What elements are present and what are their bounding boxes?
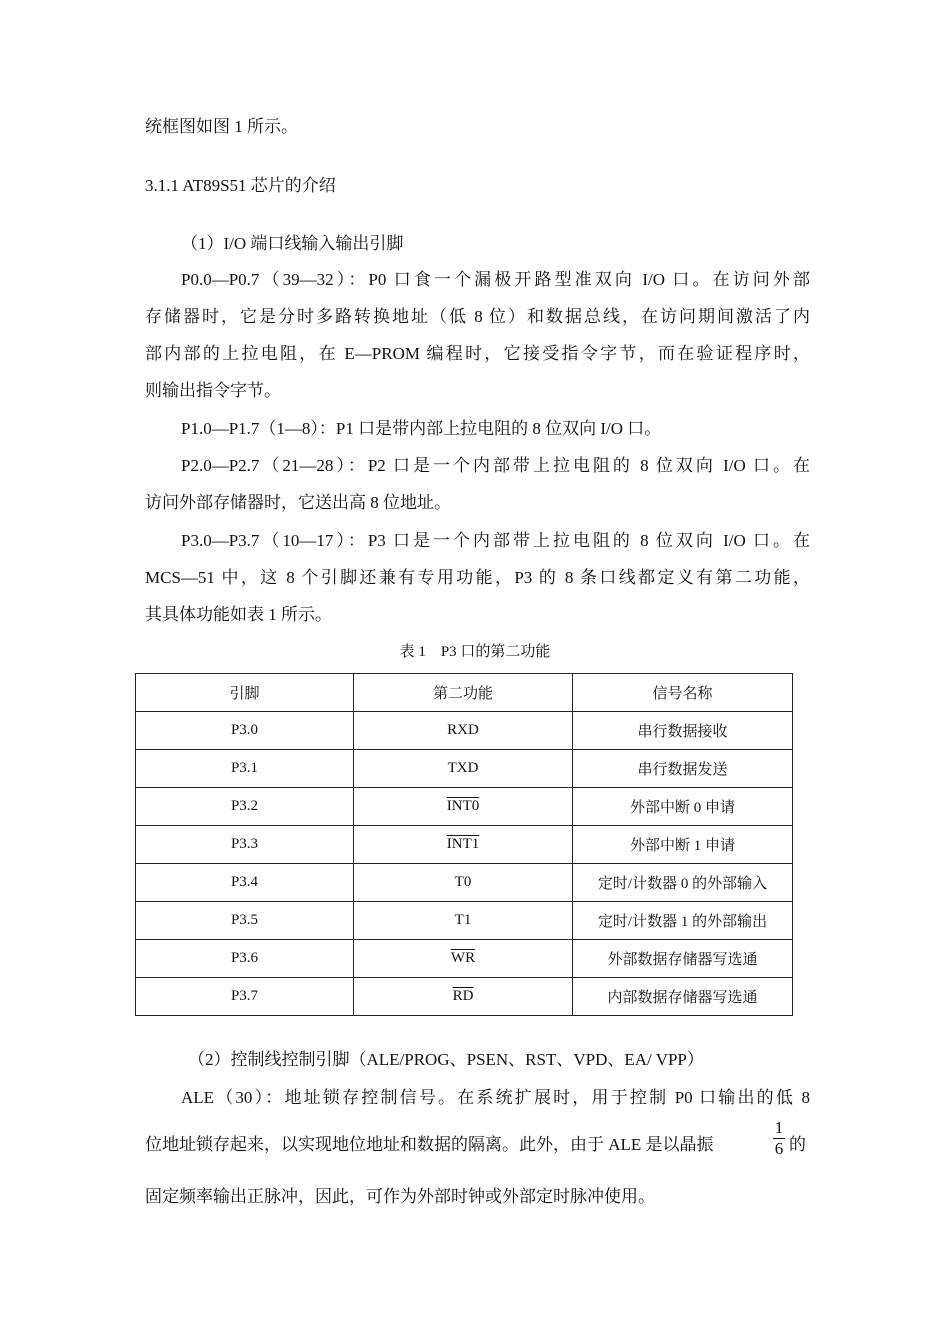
section-heading: 3.1.1 AT89S51 芯片的介绍 [145,176,336,195]
function-cell: T0 [354,864,573,902]
pin-cell: P3.4 [136,864,354,902]
text-line: 存储器时，它是分时多路转换地址（低 8 位）和数据总线，在访问期间激活了内 [145,307,810,326]
signal-name-cell: 外部中断 0 申请 [573,788,793,826]
table-row [136,978,793,1016]
text-line-end: 的 [789,1135,806,1154]
table-row [136,712,793,750]
pin-cell: P3.5 [136,902,354,940]
subsection-heading: （1）I/O 端口线输入输出引脚 [181,234,404,253]
overlined-signal: $\overline{WR}$ [450,950,476,966]
table-row [136,940,793,978]
pin-cell: P3.1 [136,750,354,788]
pin-cell: P3.3 [136,826,354,864]
table-header-row [136,674,793,712]
text-line: MCS—51 中，这 8 个引脚还兼有专用功能，P3 的 8 条口线都定义有第二功能， [145,568,810,587]
function-cell: RXD [354,712,573,750]
pin-cell: P3.7 [136,978,354,1016]
signal-name-cell: 定时/计数器 0 的外部输入 [573,864,793,902]
table-row [136,826,793,864]
header-cell: 引脚 [136,674,354,712]
fraction-numerator: 1 [774,1118,784,1137]
pin-cell: P3.6 [136,940,354,978]
table-row [136,788,793,826]
signal-name-cell: 定时/计数器 1 的外部输出 [573,902,793,940]
table-row [136,750,793,788]
pin-cell: P3.2 [136,788,354,826]
p3-function-table [135,673,793,1016]
table-caption: 表 1 P3 口的第二功能 [399,644,551,660]
text-line: 统框图如图 1 所示。 [145,117,298,136]
function-cell [354,940,573,978]
signal-name-cell: 串行数据接收 [573,712,793,750]
overlined-signal: $\overline{RD}$ [452,988,474,1004]
text-line: 访问外部存储器时，它送出高 8 位地址。 [145,493,451,512]
pin-cell: P3.0 [136,712,354,750]
text-line: 则输出指令字节。 [145,381,281,400]
table-row [136,864,793,902]
function-cell [354,788,573,826]
text-line: P3.0—P3.7（10—17）：P3 口是一个内部带上拉电阻的 8 位双向 I/O 口。在 [181,531,810,550]
fraction-denominator: 6 [774,1139,784,1158]
overlined-signal: INT1 [446,836,480,852]
text-line: P0.0—P0.7（39—32）：P0 口食一个漏极开路型准双向 I/O 口。在访问外部 [181,270,810,289]
table-row [136,902,793,940]
subsection-heading: （2）控制线控制引脚（ALE/PROG、PSEN、RST、VPD、EA/ VPP） [188,1050,704,1069]
signal-name-cell: 串行数据发送 [573,750,793,788]
text-line: P2.0—P2.7（21—28）：P2 口是一个内部带上拉电阻的 8 位双向 I/O 口。在 [181,456,810,475]
text-line: 其具体功能如表 1 所示。 [145,605,332,624]
function-cell: T1 [354,902,573,940]
signal-name-cell: 内部数据存储器写选通 [573,978,793,1016]
text-line: 部内部的上拉电阻，在 E—PROM 编程时，它接受指令字节，而在验证程序时， [145,344,810,363]
function-cell [354,826,573,864]
signal-name-cell: 外部中断 1 申请 [573,826,793,864]
header-cell: 信号名称 [573,674,793,712]
fraction [773,1118,785,1159]
text-line: ALE（30）：地址锁存控制信号。在系统扩展时，用于控制 P0 口输出的低 8 [181,1088,810,1107]
function-cell [354,978,573,1016]
text-line: 固定频率输出正脉冲，因此，可作为外部时钟或外部定时脉冲使用。 [145,1187,655,1206]
overlined-signal: INT0 [446,798,480,814]
header-cell: 第二功能 [354,674,573,712]
function-cell: TXD [354,750,573,788]
text-line: 位地址锁存起来，以实现地位地址和数据的隔离。此外，由于 ALE 是以晶振 [145,1135,714,1154]
signal-name-cell: 外部数据存储器写选通 [573,940,793,978]
text-line: P1.0—P1.7（1—8）：P1 口是带内部上拉电阻的 8 位双向 I/O 口。 [181,419,662,438]
